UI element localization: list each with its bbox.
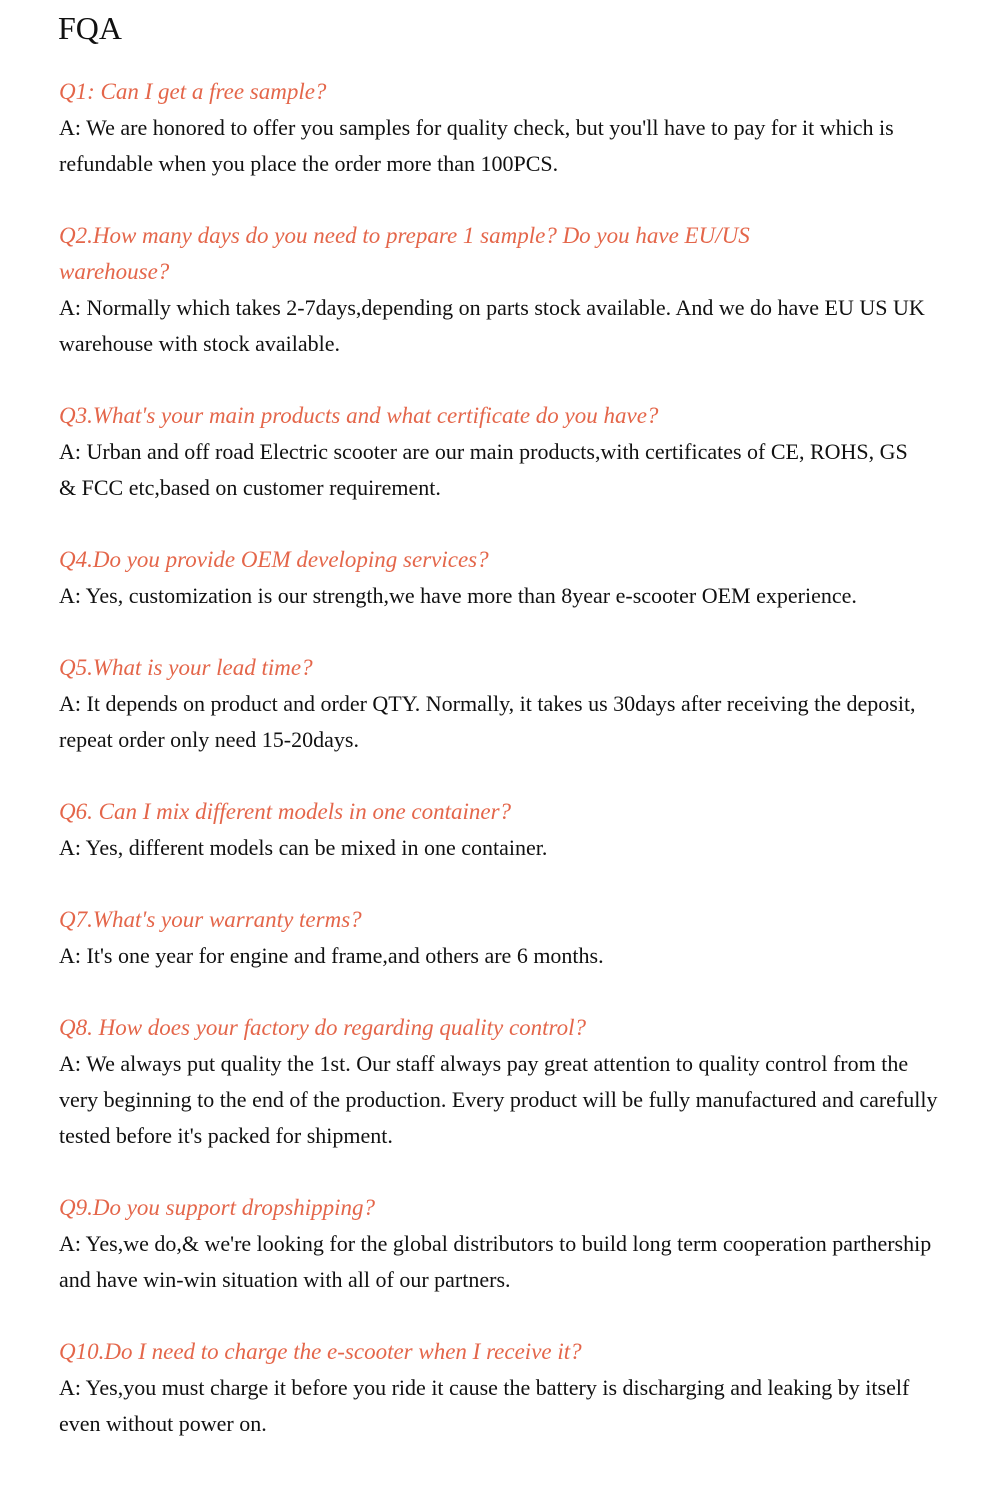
faq-item-1: [59, 74, 984, 182]
faq-question-5: Q5.What is your lead time?: [59, 655, 313, 680]
faq-answer-4: A: Yes, customization is our strength,we have more than 8year e-scooter OEM experience.: [59, 583, 857, 608]
faq-question-4: Q4.Do you provide OEM developing services?: [59, 547, 489, 572]
faq-question-1: Q1: Can I get a free sample?: [59, 79, 327, 104]
faq-item-10: [59, 1334, 984, 1442]
faq-question-3: Q3.What's your main products and what certificate do you have?: [59, 403, 659, 428]
faq-question-10: Q10.Do I need to charge the e-scooter when I receive it?: [59, 1339, 582, 1364]
faq-question-7: Q7.What's your warranty terms?: [59, 907, 362, 932]
faq-item-2: [59, 218, 984, 362]
faq-answer-1: A: We are honored to offer you samples for quality check, but you'll have to pay for it which is refundable when you place the order more than 100PCS.: [59, 115, 894, 176]
page-title: FQA: [58, 10, 123, 46]
faq-answer-5: A: It depends on product and order QTY. Normally, it takes us 30days after receiving the deposit, repeat order only need 15-20days.: [59, 691, 916, 752]
faq-answer-6: A: Yes, different models can be mixed in one container.: [59, 835, 548, 860]
faq-answer-3: A: Urban and off road Electric scooter are our main products,with certificates of CE, ROHS, GS & FCC etc,based on customer requirement.: [59, 439, 908, 500]
faq-question-8: Q8. How does your factory do regarding quality control?: [59, 1015, 587, 1040]
faq-item-5: [59, 650, 984, 758]
faq-question-9: Q9.Do you support dropshipping?: [59, 1195, 376, 1220]
faq-answer-7: A: It's one year for engine and frame,and others are 6 months.: [59, 943, 604, 968]
faq-item-3: [59, 398, 984, 506]
faq-answer-10: A: Yes,you must charge it before you ride it cause the battery is discharging and leaking by itself even without power on.: [59, 1375, 910, 1436]
faq-answer-2: A: Normally which takes 2-7days,depending on parts stock available. And we do have EU US UK warehouse with stock available.: [59, 295, 925, 356]
faq-item-6: [59, 794, 984, 866]
faq-answer-9: A: Yes,we do,& we're looking for the global distributors to build long term cooperation parthership and have win-win situation with all of our partners.: [59, 1231, 932, 1292]
faq-item-9: [59, 1190, 984, 1298]
faq-item-4: [59, 542, 984, 614]
faq-question-2: Q2.How many days do you need to prepare 1 sample? Do you have EU/US warehouse?: [59, 223, 750, 284]
faq-item-8: [59, 1010, 984, 1154]
faq-question-6: Q6. Can I mix different models in one container?: [59, 799, 512, 824]
faq-answer-8: A: We always put quality the 1st. Our staff always pay great attention to quality control from the very beginning to the end of the production. Every product will be fully manufactured and carefully tested before it's packed for shipment.: [59, 1051, 938, 1148]
faq-item-7: [59, 902, 984, 974]
